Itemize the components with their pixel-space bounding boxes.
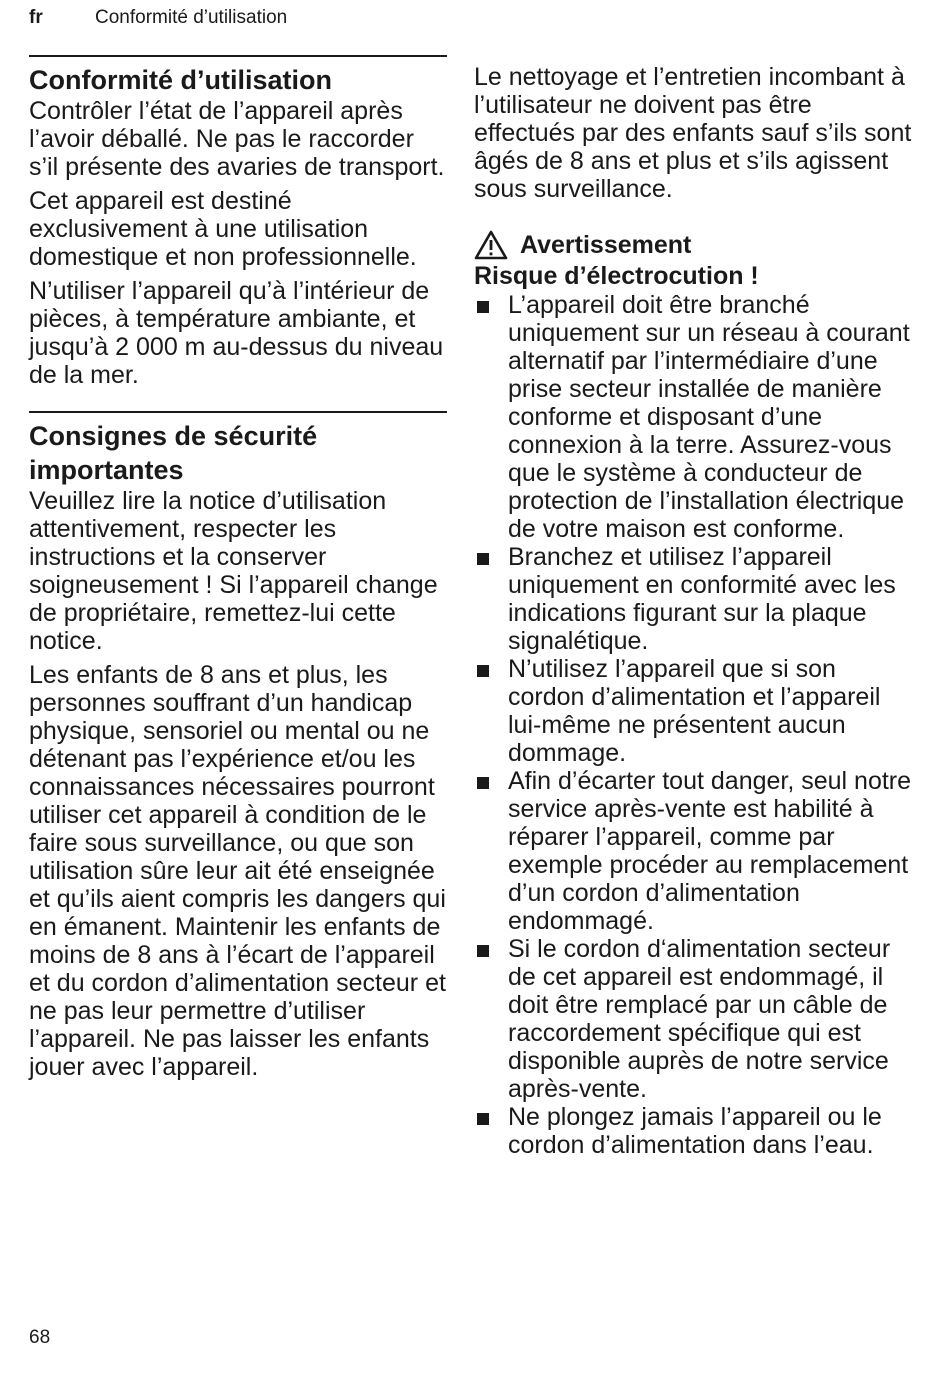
paragraph: Veuillez lire la notice d’utilisation attentivement, respecter les instructions et la conserver soigneusement ! Si l’appareil change de propriétaire, remettez-lui cette notice. (29, 487, 438, 655)
section-title-line: importantes (29, 455, 184, 485)
paragraph: Le nettoyage et l’entretien incombant à l’utilisateur ne doivent pas être effectués par des enfants sauf s’ils sont âgés de 8 ans et plus et s’ils agissent sous surveillance. (474, 63, 912, 203)
section-divider (29, 55, 447, 57)
list-item-text: Ne plongez jamais l’appareil ou le cordon d’alimentation dans l’eau. (508, 1103, 882, 1159)
warning-triangle-icon (474, 230, 508, 260)
section-divider (29, 411, 447, 413)
paragraph: N’utiliser l’appareil qu’à l’intérieur de pièces, à température ambiante, et jusqu’à 2 000 m au-dessus du niveau de la mer. (29, 277, 444, 389)
paragraph: Les enfants de 8 ans et plus, les personnes souffrant d’un handicap physique, sensoriel ou mental ou ne détenant pas l’expérience et/ou les connaissances nécessaires pourront utiliser cet appareil à condition de le faire sous surveillance, ou que son utilisation sûre leur ait été enseignée et qu’ils aient compris les dangers qui en émanent. Maintenir les enfants de moins de 8 ans à l’écart de l’appareil et du cordon d’alimentation secteur et ne pas leur permettre d’utiliser l’appareil. Ne pas laisser les enfants jouer avec l’appareil. (29, 661, 446, 1081)
list-item (474, 935, 914, 1103)
list-item (474, 543, 914, 655)
list-item (474, 655, 914, 767)
page-number: 68 (29, 1327, 51, 1348)
paragraph: Contrôler l’état de l’appareil après l’avoir déballé. Ne pas le raccorder s’il présente des avaries de transport. (29, 97, 445, 181)
left-column (29, 55, 447, 1081)
bullet-square-icon (474, 543, 508, 655)
bullet-square-icon (474, 1103, 508, 1159)
list-item (474, 291, 914, 543)
warning-heading (474, 229, 914, 261)
section-title: Conformité d’utilisation (29, 65, 332, 95)
bullet-square-icon (474, 655, 508, 767)
warning-title: Avertissement (520, 231, 692, 259)
list-item (474, 767, 914, 935)
list-item-text: L’appareil doit être branché uniquement sur un réseau à courant alternatif par l’intermédiaire d’une prise secteur installée de manière conforme et disposant d’une connexion à la terre. Assurez-vous que le système à conducteur de protection de l’installation électrique de votre maison est conforme. (508, 291, 910, 543)
list-item (474, 1103, 914, 1159)
bullet-square-icon (474, 291, 508, 543)
list-item-text: Afin d’écarter tout danger, seul notre service après-vente est habilité à réparer l’appareil, comme par exemple procéder au remplacement d’un cordon d’alimentation endommagé. (508, 767, 912, 935)
running-header-title: Conformité d’utilisation (95, 7, 288, 28)
paragraph: Cet appareil est destiné exclusivement à une utilisation domestique et non professionnelle. (29, 187, 417, 271)
list-item-text: Branchez et utilisez l’appareil uniquement en conformité avec les indications figurant sur la plaque signalétique. (508, 543, 896, 655)
section-title (29, 419, 447, 487)
right-column (474, 63, 914, 1159)
section-conformite (29, 55, 447, 389)
list-item-text: Si le cordon d‘alimentation secteur de cet appareil est endommagé, il doit être remplacé par un câble de raccordement spécifique qui est disponible auprès de notre service après-vente. (508, 935, 891, 1103)
warning-subtitle: Risque d’électrocution ! (474, 262, 759, 290)
warning-list (474, 291, 914, 1159)
section-title-line: Consignes de sécurité (29, 421, 318, 451)
bullet-square-icon (474, 767, 508, 935)
bullet-square-icon (474, 935, 508, 1103)
running-header (29, 6, 287, 30)
language-code: fr (29, 7, 43, 28)
section-consignes (29, 411, 447, 1081)
list-item-text: N’utilisez l’appareil que si son cordon d’alimentation et l’appareil lui-même ne présentent aucun dommage. (508, 655, 881, 767)
